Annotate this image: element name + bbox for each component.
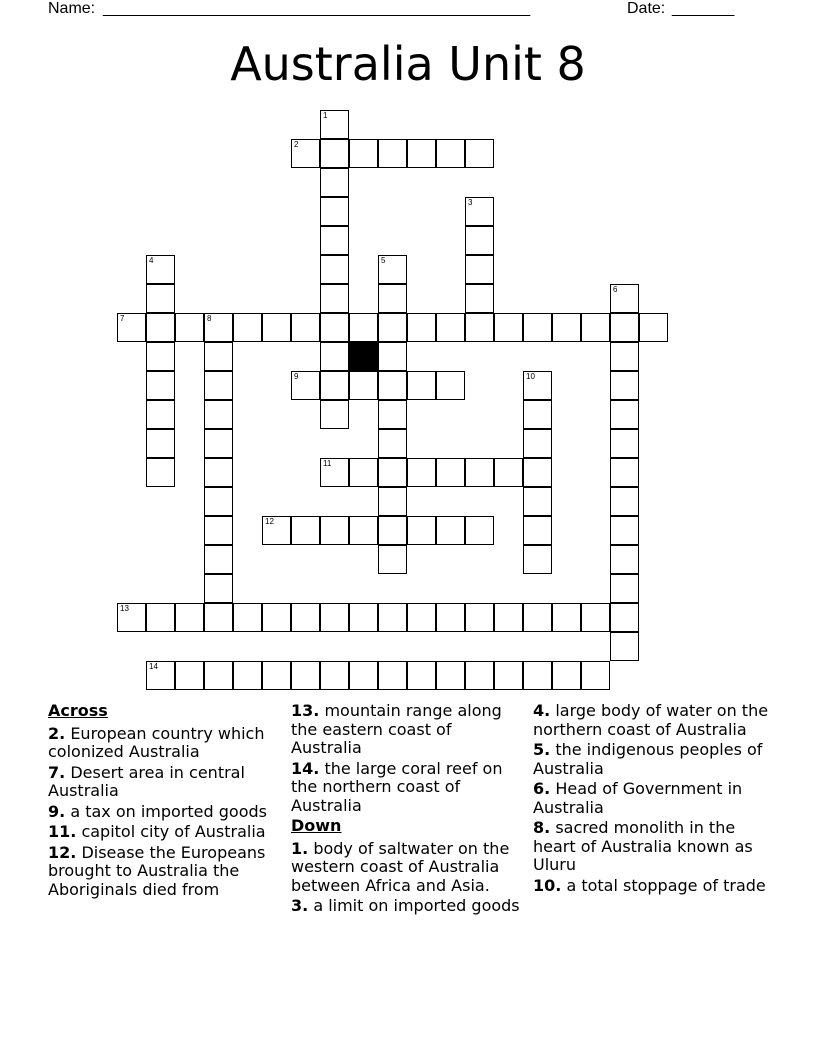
grid-cell[interactable] xyxy=(407,516,436,545)
grid-cell[interactable] xyxy=(320,371,349,400)
grid-cell[interactable] xyxy=(610,632,639,661)
clue-number: 5 xyxy=(381,256,386,265)
clue-down-4: 4. large body of water on the northern coast of Australia xyxy=(533,701,769,739)
grid-cell[interactable] xyxy=(523,371,552,400)
grid-cell[interactable] xyxy=(320,400,349,429)
grid-cell[interactable] xyxy=(610,342,639,371)
clues-column-1 xyxy=(48,702,284,901)
grid-cell[interactable] xyxy=(175,313,204,342)
grid-cell[interactable] xyxy=(349,458,378,487)
grid-cell[interactable] xyxy=(146,429,175,458)
grid-cell[interactable] xyxy=(320,661,349,690)
grid-cell[interactable] xyxy=(262,313,291,342)
grid-cell[interactable] xyxy=(320,197,349,226)
grid-cell[interactable] xyxy=(175,603,204,632)
grid-cell[interactable] xyxy=(349,516,378,545)
grid-cell[interactable] xyxy=(320,458,349,487)
grid-cell[interactable] xyxy=(320,139,349,168)
grid-cell[interactable] xyxy=(146,313,175,342)
grid-cell[interactable] xyxy=(291,661,320,690)
grid-cell[interactable] xyxy=(465,313,494,342)
clue-number: 2 xyxy=(294,140,299,149)
grid-cell[interactable] xyxy=(146,661,175,690)
clue-number: 9 xyxy=(294,372,299,381)
grid-cell[interactable] xyxy=(175,661,204,690)
grid-cell[interactable] xyxy=(610,400,639,429)
grid-cell[interactable] xyxy=(610,284,639,313)
clue-across-9: 9. a tax on imported goods xyxy=(48,801,267,821)
grid-cell[interactable] xyxy=(436,516,465,545)
grid-cell[interactable] xyxy=(523,313,552,342)
grid-cell[interactable] xyxy=(523,400,552,429)
grid-cell[interactable] xyxy=(378,371,407,400)
grid-cell[interactable] xyxy=(610,516,639,545)
grid-cell[interactable] xyxy=(523,516,552,545)
grid-cell[interactable] xyxy=(378,603,407,632)
grid-cell[interactable] xyxy=(349,371,378,400)
grid-cell[interactable] xyxy=(465,458,494,487)
grid-cell[interactable] xyxy=(465,516,494,545)
clue-down-3: 3. a limit on imported goods xyxy=(291,896,520,915)
clues-column-2 xyxy=(291,702,527,918)
grid-cell[interactable] xyxy=(378,661,407,690)
clue-down-1: 1. body of saltwater on the western coast of Australia between Africa and Asia. xyxy=(291,838,510,895)
grid-cell[interactable] xyxy=(378,516,407,545)
grid-cell[interactable] xyxy=(146,371,175,400)
grid-cell[interactable] xyxy=(204,603,233,632)
grid-cell[interactable] xyxy=(378,429,407,458)
clue-number: 6 xyxy=(613,285,618,294)
grid-cell[interactable] xyxy=(378,284,407,313)
name-field[interactable]: ________________________________________________ xyxy=(103,0,531,17)
grid-cell[interactable] xyxy=(378,487,407,516)
grid-cell[interactable] xyxy=(494,661,523,690)
grid-cell[interactable] xyxy=(465,255,494,284)
clue-number: 12 xyxy=(265,517,274,526)
clue-down-10: 10. a total stoppage of trade xyxy=(533,875,766,895)
grid-cell[interactable] xyxy=(349,661,378,690)
grid-cell[interactable] xyxy=(523,458,552,487)
grid-cell[interactable] xyxy=(146,284,175,313)
grid-cell[interactable] xyxy=(407,661,436,690)
grid-cell[interactable] xyxy=(349,139,378,168)
grid-cell[interactable] xyxy=(320,342,349,371)
grid-cell[interactable] xyxy=(204,313,233,342)
grid-cell[interactable] xyxy=(291,139,320,168)
clue-number: 7 xyxy=(120,314,125,323)
grid-cell[interactable] xyxy=(204,516,233,545)
clue-down-8: 8. sacred monolith in the heart of Australia known as Uluru xyxy=(533,818,753,874)
clue-across-14: 14. the large coral reef on the northern coast of Australia xyxy=(291,758,503,815)
grid-cell[interactable] xyxy=(465,226,494,255)
clue-number: 11 xyxy=(323,459,332,468)
grid-cell[interactable] xyxy=(378,342,407,371)
grid-cell[interactable] xyxy=(204,371,233,400)
grid-cell[interactable] xyxy=(262,603,291,632)
grid-cell[interactable] xyxy=(378,255,407,284)
grid-cell[interactable] xyxy=(494,313,523,342)
grid-cell[interactable] xyxy=(552,313,581,342)
grid-cell[interactable] xyxy=(378,545,407,574)
clue-number: 10 xyxy=(526,372,535,381)
grid-cell[interactable] xyxy=(494,603,523,632)
grid-cell[interactable] xyxy=(581,603,610,632)
across-heading: Across xyxy=(48,701,108,720)
grid-cell[interactable] xyxy=(291,371,320,400)
grid-cell[interactable] xyxy=(117,313,146,342)
clue-number: 14 xyxy=(149,662,158,671)
date-field[interactable]: _______ xyxy=(672,0,735,17)
grid-cell[interactable] xyxy=(204,342,233,371)
grid-cell[interactable] xyxy=(204,487,233,516)
grid-cell[interactable] xyxy=(233,661,262,690)
clue-number: 13 xyxy=(120,604,129,613)
grid-cell[interactable] xyxy=(465,661,494,690)
grid-cell[interactable] xyxy=(349,313,378,342)
name-label: Name: xyxy=(48,0,96,17)
clue-down-5: 5. the indigenous peoples of Australia xyxy=(533,740,763,778)
grid-cell[interactable] xyxy=(146,603,175,632)
grid-cell[interactable] xyxy=(378,139,407,168)
grid-cell[interactable] xyxy=(204,545,233,574)
grid-cell[interactable] xyxy=(320,603,349,632)
clue-number: 4 xyxy=(149,256,154,265)
grid-cell[interactable] xyxy=(639,313,668,342)
black-cell xyxy=(349,342,378,371)
grid-cell[interactable] xyxy=(465,603,494,632)
grid-cell[interactable] xyxy=(320,516,349,545)
grid-cell[interactable] xyxy=(581,661,610,690)
clue-across-13: 13. mountain range along the eastern coast of Australia xyxy=(291,701,502,757)
grid-cell[interactable] xyxy=(610,371,639,400)
grid-cell[interactable] xyxy=(610,545,639,574)
grid-cell[interactable] xyxy=(523,603,552,632)
grid-cell[interactable] xyxy=(610,487,639,516)
clue-number: 1 xyxy=(323,111,328,120)
clue-number: 8 xyxy=(207,314,212,323)
page-title: Australia Unit 8 xyxy=(230,37,586,91)
grid-cell[interactable] xyxy=(320,226,349,255)
grid-cell[interactable] xyxy=(436,603,465,632)
grid-cell[interactable] xyxy=(378,313,407,342)
grid-cell[interactable] xyxy=(349,603,378,632)
grid-cell[interactable] xyxy=(262,661,291,690)
grid-cell[interactable] xyxy=(146,255,175,284)
grid-cell[interactable] xyxy=(320,313,349,342)
grid-cell[interactable] xyxy=(291,313,320,342)
grid-cell[interactable] xyxy=(117,603,146,632)
grid-cell[interactable] xyxy=(233,603,262,632)
grid-cell[interactable] xyxy=(523,429,552,458)
grid-cell[interactable] xyxy=(523,661,552,690)
grid-cell[interactable] xyxy=(320,110,349,139)
grid-cell[interactable] xyxy=(291,516,320,545)
grid-cell[interactable] xyxy=(581,313,610,342)
grid-cell[interactable] xyxy=(436,458,465,487)
grid-cell[interactable] xyxy=(204,661,233,690)
grid-cell[interactable] xyxy=(552,661,581,690)
grid-cell[interactable] xyxy=(407,139,436,168)
grid-cell[interactable] xyxy=(552,603,581,632)
clue-across-11: 11. capitol city of Australia xyxy=(48,822,266,841)
grid-cell[interactable] xyxy=(320,255,349,284)
grid-cell[interactable] xyxy=(407,603,436,632)
grid-cell[interactable] xyxy=(523,545,552,574)
grid-cell[interactable] xyxy=(146,458,175,487)
grid-cell[interactable] xyxy=(465,139,494,168)
grid-cell[interactable] xyxy=(291,603,320,632)
grid-cell[interactable] xyxy=(204,458,233,487)
grid-cell[interactable] xyxy=(378,458,407,487)
date-label: Date: xyxy=(627,0,666,17)
clue-down-6: 6. Head of Government in Australia xyxy=(533,779,743,817)
grid-cell[interactable] xyxy=(436,139,465,168)
grid-cell[interactable] xyxy=(204,429,233,458)
grid-cell[interactable] xyxy=(407,458,436,487)
clue-number: 3 xyxy=(468,198,473,207)
grid-cell[interactable] xyxy=(204,400,233,429)
grid-cell[interactable] xyxy=(204,574,233,603)
grid-cell[interactable] xyxy=(378,400,407,429)
grid-cell[interactable] xyxy=(523,487,552,516)
grid-cell[interactable] xyxy=(146,342,175,371)
grid-cell[interactable] xyxy=(610,574,639,603)
grid-cell[interactable] xyxy=(436,661,465,690)
grid-cell[interactable] xyxy=(610,458,639,487)
grid-cell[interactable] xyxy=(436,313,465,342)
grid-cell[interactable] xyxy=(407,371,436,400)
grid-cell[interactable] xyxy=(320,284,349,313)
grid-cell[interactable] xyxy=(407,313,436,342)
grid-cell[interactable] xyxy=(610,429,639,458)
grid-cell[interactable] xyxy=(610,603,639,632)
grid-cell[interactable] xyxy=(146,400,175,429)
grid-cell[interactable] xyxy=(465,284,494,313)
down-heading: Down xyxy=(291,816,342,835)
grid-cell[interactable] xyxy=(494,458,523,487)
grid-cell[interactable] xyxy=(436,371,465,400)
grid-cell[interactable] xyxy=(465,197,494,226)
grid-cell[interactable] xyxy=(233,313,262,342)
grid-cell[interactable] xyxy=(610,313,639,342)
grid-cell[interactable] xyxy=(320,168,349,197)
grid-cell[interactable] xyxy=(262,516,291,545)
clue-across-12: 12. Disease the Europeans brought to Australia the Aboriginals died from xyxy=(48,842,266,899)
clue-across-7: 7. Desert area in central Australia xyxy=(48,762,245,800)
clue-across-2: 2. European country which colonized Australia xyxy=(48,723,265,761)
clues-column-3 xyxy=(533,702,769,897)
